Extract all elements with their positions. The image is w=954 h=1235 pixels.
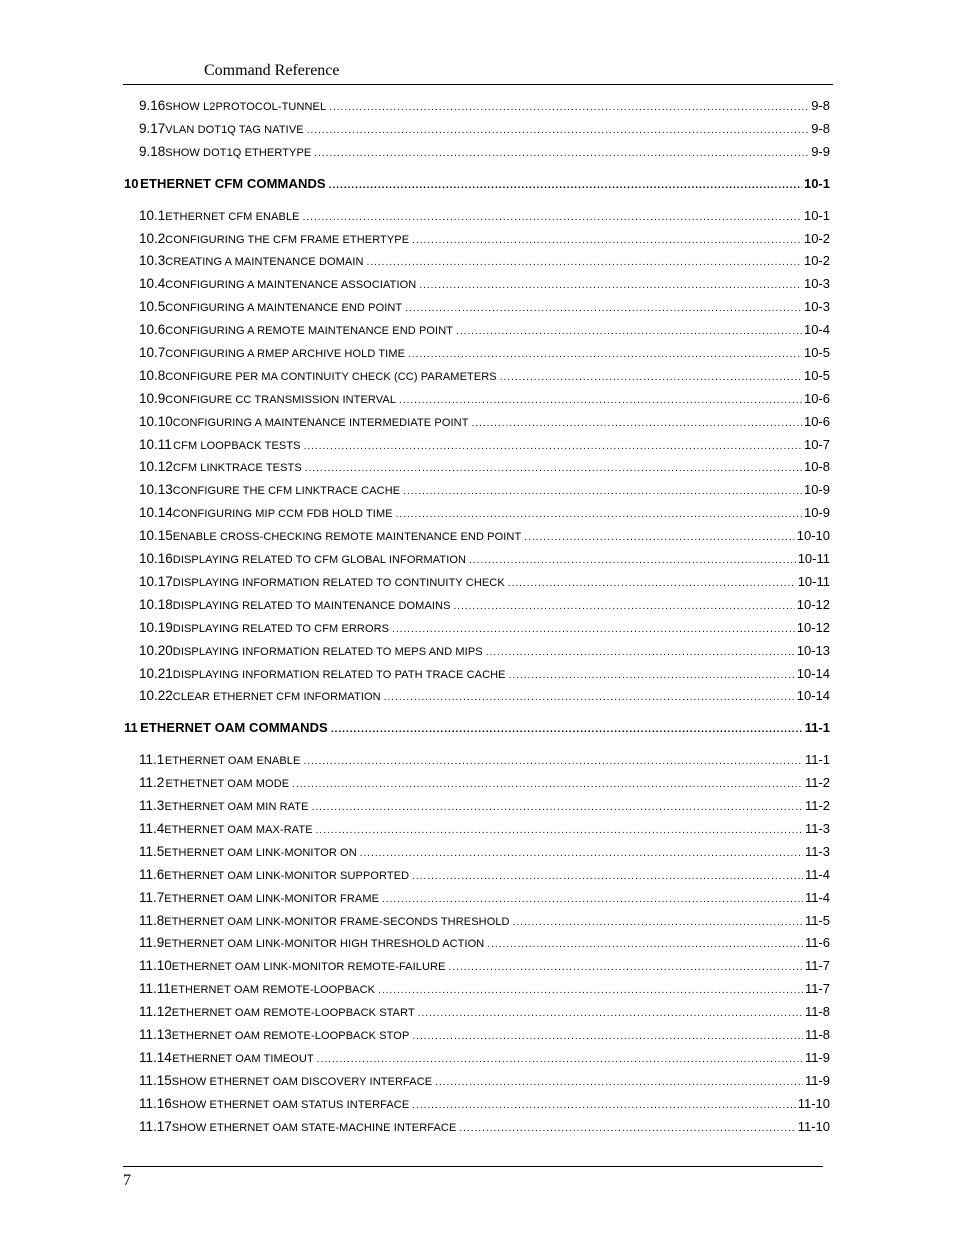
toc-entry-number: 10.2 [139,231,166,246]
toc-entry-page: 11-5 [804,913,830,928]
toc-entry-page: 9-8 [811,98,830,113]
toc-entry-page: 11-2 [804,775,830,790]
toc-dot-leader [392,621,795,639]
toc-entry-page: 11-1 [804,720,830,735]
toc-entry-page: 10-12 [796,597,830,612]
toc-dot-leader [419,277,802,295]
toc-entry[interactable] [139,230,830,248]
toc-entry-number: 11.16 [139,1096,172,1111]
toc-dot-leader [508,575,796,593]
toc-entry-title: SHOW L2PROTOCOL-TUNNEL [165,101,327,113]
toc-entry-number: 10.16 [139,551,173,566]
toc-entry-page: 11-2 [804,798,830,813]
toc-dot-leader [360,845,803,863]
toc-entry[interactable] [139,1072,830,1090]
toc-dot-leader [329,177,802,195]
toc-entry-number: 10.15 [139,528,173,543]
toc-entry[interactable] [139,143,830,161]
toc-entry[interactable] [139,504,830,522]
toc-entry-title: ETHERNET OAM LINK-MONITOR REMOTE-FAILURE [171,961,446,973]
toc-entry-number: 11.13 [139,1027,172,1042]
toc-entry-title: ETHERNET OAM REMOTE-LOOPBACK STOP [171,1030,410,1042]
toc-entry-number: 10.7 [139,345,166,360]
toc-entry[interactable] [139,207,830,225]
toc-entry-number: 11.1 [139,752,165,767]
toc-dot-leader [486,644,795,662]
toc-entry-number: 11.9 [139,935,165,950]
toc-entry[interactable] [139,980,830,998]
header-rule [123,84,833,85]
toc-entry[interactable] [139,642,830,660]
toc-entry-page: 10-5 [803,345,830,360]
toc-entry-page: 10-3 [803,299,830,314]
toc-entry-number: 10.20 [139,643,173,658]
toc-entry[interactable] [139,665,830,683]
toc-entry-title: ETHERNET OAM LINK-MONITOR ON [164,847,357,859]
toc-dot-leader [303,753,802,771]
toc-entry[interactable] [139,298,830,316]
toc-entry[interactable] [139,481,830,499]
toc-entry-number: 10.22 [139,688,173,703]
toc-entry-title: CONFIGURING A MAINTENANCE ASSOCIATION [165,279,417,291]
toc-entry-number: 10.3 [139,253,166,268]
toc-entry[interactable] [139,889,830,907]
toc-dot-leader [454,598,795,616]
toc-entry-number: 11.11 [139,981,171,996]
toc-entry[interactable] [139,527,830,545]
toc-dot-leader [509,667,795,685]
toc-entry-title: CONFIGURING A REMOTE MAINTENANCE END POINT [165,325,454,337]
toc-entry-page: 10-11 [797,551,830,566]
toc-dot-leader [435,1074,803,1092]
toc-entry-page: 11-4 [804,867,830,882]
toc-entry-number: 9.16 [139,98,166,113]
toc-entry-number: 11.10 [139,958,172,973]
toc-entry[interactable] [139,1049,830,1067]
toc-entry[interactable] [139,912,830,930]
toc-entry-title: DISPLAYING INFORMATION RELATED TO CONTINUITY CHECK [172,577,505,589]
page-number: 7 [123,1172,131,1189]
toc-dot-leader [513,914,803,932]
toc-entry-page: 10-12 [796,620,830,635]
toc-entry-page: 11-3 [804,821,830,836]
toc-chapter-entry[interactable] [124,719,830,737]
toc-entry-page: 10-6 [803,391,830,406]
toc-entry-page: 10-14 [796,666,830,681]
toc-dot-leader [412,868,803,886]
toc-dot-leader [456,323,802,341]
toc-entry[interactable] [139,252,830,270]
toc-entry-title: CONFIGURING MIP CCM FDB HOLD TIME [172,508,393,520]
toc-entry-title: SHOW ETHERNET OAM DISCOVERY INTERFACE [171,1076,433,1088]
toc-dot-leader [500,369,802,387]
toc-entry-page: 10-11 [797,574,830,589]
toc-entry-page: 9-9 [811,144,830,159]
toc-dot-leader [472,415,802,433]
toc-entry[interactable] [139,596,830,614]
toc-entry-number: 11.8 [139,913,165,928]
toc-dot-leader [307,122,810,140]
toc-dot-leader [418,1005,803,1023]
toc-entry-number: 10.1 [139,208,166,223]
toc-entry-number: 10.10 [139,414,173,429]
toc-dot-leader [384,689,795,707]
toc-entry-number: 10.12 [139,459,173,474]
toc-entry-title: ETHERNET OAM TIMEOUT [172,1053,314,1065]
toc-entry-number: 9.18 [139,144,166,159]
toc-entry-number: 10.19 [139,620,173,635]
toc-entry-number: 11 [124,720,138,735]
toc-dot-leader [487,936,803,954]
toc-entry[interactable] [139,1003,830,1021]
toc-entry-page: 11-6 [804,935,830,950]
toc-dot-leader [412,1028,803,1046]
toc-entry-title: CONFIGURE PER MA CONTINUITY CHECK (CC) PARAMETERS [165,371,497,383]
toc-entry[interactable] [139,751,830,769]
toc-entry-title: CFM LOOPBACK TESTS [173,440,301,452]
toc-entry-page: 9-8 [811,121,830,136]
toc-entry-page: 10-14 [796,688,830,703]
toc-entry-number: 10.14 [139,505,173,520]
toc-entry[interactable] [139,934,830,952]
toc-entry-title: DISPLAYING RELATED TO CFM ERRORS [172,623,390,635]
toc-entry[interactable] [139,820,830,838]
toc-dot-leader [316,822,803,840]
toc-entry-number: 10.6 [139,322,166,337]
toc-entry-title: CONFIGURE THE CFM LINKTRACE CACHE [172,485,401,497]
toc-dot-leader [378,982,803,1000]
toc-entry-page: 10-3 [803,276,830,291]
toc-chapter-entry[interactable] [124,175,830,193]
toc-entry-page: 11-9 [804,1050,830,1065]
toc-entry-page: 10-4 [803,322,830,337]
toc-dot-leader [459,1120,795,1138]
toc-entry-title: SHOW ETHERNET OAM STATUS INTERFACE [171,1099,410,1111]
toc-entry-page: 10-7 [803,437,830,452]
toc-entry-title: ETHERNET OAM REMOTE-LOOPBACK START [171,1007,415,1019]
toc-entry-number: 11.6 [139,867,165,882]
toc-entry-number: 10.21 [139,666,173,681]
toc-dot-leader [292,776,803,794]
toc-entry-title: ETHERNET OAM LINK-MONITOR FRAME-SECONDS THRESHOLD [164,916,510,928]
toc-entry-number: 11.17 [139,1119,172,1134]
toc-entry-page: 10-6 [803,414,830,429]
toc-entry-page: 11-8 [804,1004,830,1019]
toc-dot-leader [329,99,809,117]
toc-dot-leader [412,232,802,250]
toc-entry-title: ETHERNET OAM ENABLE [164,755,301,767]
toc-entry-number: 9.17 [139,121,166,136]
toc-entry-page: 11-10 [797,1096,830,1111]
toc-dot-leader [304,438,802,456]
toc-entry-page: 11-3 [804,844,830,859]
toc-entry-title: CONFIGURING A MAINTENANCE INTERMEDIATE POINT [172,417,469,429]
toc-entry[interactable] [139,436,830,454]
toc-entry-page: 11-10 [797,1119,830,1134]
toc-entry[interactable] [139,1095,830,1113]
toc-entry-title: CREATING A MAINTENANCE DOMAIN [165,256,364,268]
toc-entry[interactable] [139,344,830,362]
toc-entry-title: DISPLAYING INFORMATION RELATED TO MEPS AND MIPS [172,646,483,658]
toc-entry[interactable] [139,120,830,138]
toc-entry[interactable] [139,774,830,792]
toc-dot-leader [312,799,803,817]
toc-entry-page: 11-7 [804,981,830,996]
toc-entry-number: 11.2 [139,775,165,790]
running-header: Command Reference [204,62,340,79]
toc-entry-title: ETHERNET OAM LINK-MONITOR SUPPORTED [164,870,410,882]
toc-entry-page: 10-2 [803,253,830,268]
toc-entry-title: CONFIGURE CC TRANSMISSION INTERVAL [165,394,397,406]
toc-entry-page: 11-7 [804,958,830,973]
toc-dot-leader [399,392,802,410]
toc-dot-leader [317,1051,803,1069]
toc-dot-leader [405,300,802,318]
toc-entry-title: DISPLAYING RELATED TO CFM GLOBAL INFORMATION [172,554,467,566]
toc-entry[interactable] [139,866,830,884]
toc-entry-title: SHOW ETHERNET OAM STATE-MACHINE INTERFACE [171,1122,457,1134]
toc-entry-page: 10-10 [796,528,830,543]
toc-entry-number: 10 [124,176,139,191]
toc-dot-leader [367,254,802,272]
toc-entry[interactable] [139,550,830,568]
toc-entry-title: ETHERNET OAM REMOTE-LOOPBACK [170,984,376,996]
toc-dot-leader [524,529,794,547]
toc-entry-number: 11.4 [139,821,165,836]
toc-entry[interactable] [139,797,830,815]
toc-entry-title: CFM LINKTRACE TESTS [172,462,302,474]
toc-entry-page: 10-5 [803,368,830,383]
toc-dot-leader [305,460,802,478]
toc-entry-number: 10.11 [139,437,172,452]
toc-entry-title: CONFIGURING A MAINTENANCE END POINT [165,302,403,314]
toc-entry-title: VLAN DOT1Q TAG NATIVE [165,124,304,136]
toc-entry-page: 10-1 [803,176,830,191]
toc-entry[interactable] [139,687,830,705]
toc-entry[interactable] [139,1026,830,1044]
toc-dot-leader [382,891,803,909]
toc-entry-page: 11-4 [804,890,830,905]
toc-entry-title: DISPLAYING INFORMATION RELATED TO PATH TRACE CACHE [172,669,506,681]
toc-entry[interactable] [139,97,830,115]
toc-entry-title: ETHETNET OAM MODE [165,778,290,790]
toc-entry-title: ETHERNET CFM COMMANDS [140,176,326,191]
toc-entry-title: ETHERNET OAM LINK-MONITOR FRAME [164,893,380,905]
toc-entry-number: 11.5 [139,844,165,859]
toc-entry[interactable] [139,321,830,339]
toc-entry[interactable] [139,367,830,385]
toc-entry-title: CONFIGURING THE CFM FRAME ETHERTYPE [165,234,410,246]
toc-entry-page: 10-8 [803,459,830,474]
toc-entry-title: CLEAR ETHERNET CFM INFORMATION [172,691,381,703]
toc-entry-title: DISPLAYING RELATED TO MAINTENANCE DOMAINS [172,600,451,612]
toc-entry-number: 10.17 [139,574,173,589]
toc-dot-leader [396,506,802,524]
toc-entry-page: 11-1 [804,752,830,767]
footer-rule [123,1166,823,1167]
toc-entry[interactable] [139,458,830,476]
toc-entry-page: 10-1 [803,208,830,223]
toc-entry[interactable] [139,275,830,293]
toc-entry-page: 11-8 [804,1027,830,1042]
toc-dot-leader [403,483,802,501]
toc-dot-leader [331,721,803,739]
toc-entry-number: 11.12 [139,1004,172,1019]
toc-dot-leader [469,552,796,570]
toc-dot-leader [314,145,809,163]
toc-entry-title: ETHERNET OAM MIN RATE [164,801,309,813]
toc-entry-number: 11.14 [139,1050,172,1065]
toc-entry-page: 10-13 [796,643,830,658]
toc-entry[interactable] [139,573,830,591]
toc-entry-title: SHOW DOT1Q ETHERTYPE [165,147,312,159]
toc-entry-title: ETHERNET OAM LINK-MONITOR HIGH THRESHOLD ACTION [164,938,485,950]
toc-dot-leader [449,959,803,977]
toc-dot-leader [408,346,802,364]
toc-entry-title: ETHERNET OAM MAX-RATE [164,824,313,836]
toc-dot-leader [412,1097,795,1115]
toc-entry-number: 10.5 [139,299,166,314]
toc-entry-title: ENABLE CROSS-CHECKING REMOTE MAINTENANCE END POINT [172,531,522,543]
toc-entry[interactable] [139,957,830,975]
toc-entry-number: 10.18 [139,597,173,612]
toc-entry-page: 11-9 [804,1073,830,1088]
toc-entry-title: ETHERNET CFM ENABLE [165,211,300,223]
toc-entry-title: ETHERNET OAM COMMANDS [140,720,328,735]
toc-entry-number: 10.8 [139,368,166,383]
toc-entry-number: 10.4 [139,276,166,291]
toc-entry-page: 10-2 [803,231,830,246]
toc-entry-number: 11.3 [139,798,165,813]
toc-entry-number: 11.15 [139,1073,172,1088]
toc-entry[interactable] [139,1118,830,1136]
toc-entry-number: 11.7 [139,890,165,905]
toc-entry[interactable] [139,413,830,431]
toc-entry-title: CONFIGURING A RMEP ARCHIVE HOLD TIME [165,348,406,360]
toc-dot-leader [303,209,802,227]
toc-entry-number: 10.9 [139,391,166,406]
toc-entry-number: 10.13 [139,482,173,497]
toc-entry[interactable] [139,843,830,861]
toc-entry-page: 10-9 [803,505,830,520]
toc-entry-page: 10-9 [803,482,830,497]
toc-entry[interactable] [139,390,830,408]
toc-entry[interactable] [139,619,830,637]
